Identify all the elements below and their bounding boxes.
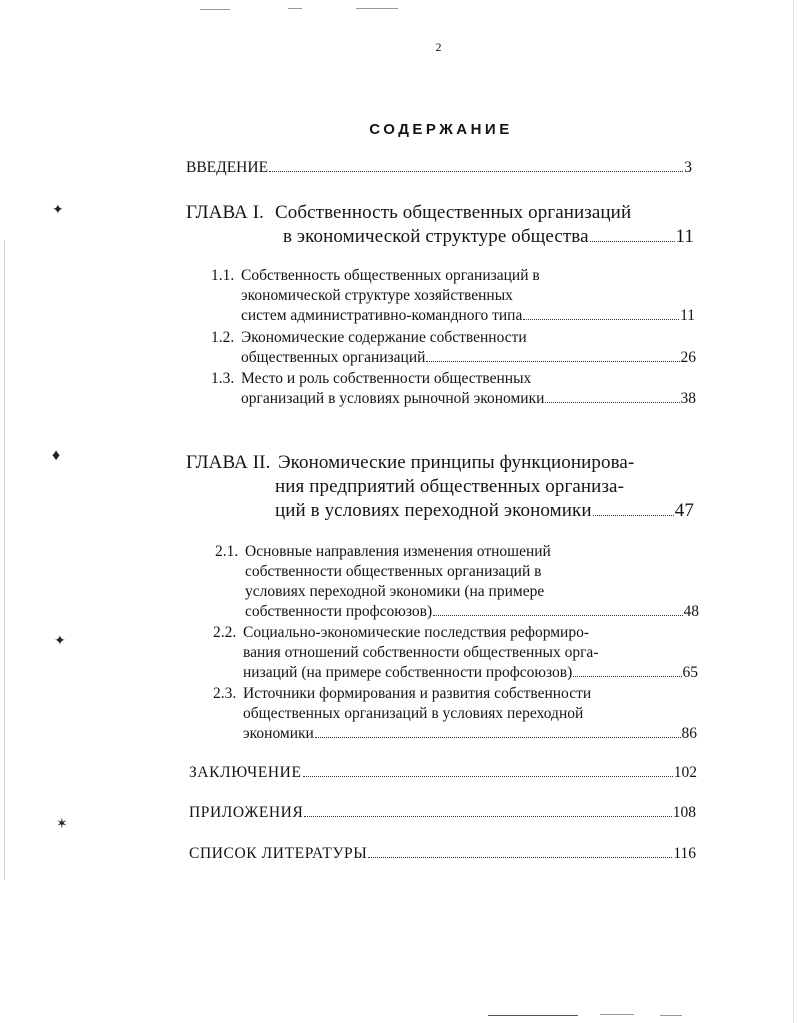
scan-left-edge <box>4 240 5 880</box>
chapter-1-page: 11 <box>675 226 694 247</box>
chapter-1-title-line-1: Собственность общественных организаций <box>275 202 632 223</box>
leader-dots <box>590 241 675 242</box>
scan-artifact-top-2 <box>288 8 302 9</box>
references-page: 116 <box>673 845 696 862</box>
section-2-1-line-2: собственности общественных организаций в <box>245 563 542 580</box>
leader-dots <box>433 615 682 616</box>
toc-entry-section-2-3 <box>213 684 697 744</box>
leader-dots <box>545 402 679 403</box>
section-2-1-line-4: собственности профсоюзов) <box>245 603 433 620</box>
appendices-page: 108 <box>672 804 696 821</box>
leader-dots <box>269 171 683 172</box>
conclusion-label: ЗАКЛЮЧЕНИЕ <box>189 764 302 781</box>
toc-heading: СОДЕРЖАНИЕ <box>369 121 513 138</box>
scan-artifact-top-1 <box>200 9 230 10</box>
leader-dots <box>304 816 671 817</box>
section-1-3-number: 1.3. <box>211 370 235 387</box>
scan-artifact-top-3 <box>356 8 398 9</box>
toc-entry-references <box>189 844 696 864</box>
chapter-1-title-line-2: в экономической структуре общества <box>283 226 589 247</box>
section-2-2-number: 2.2. <box>213 624 237 641</box>
scan-right-edge <box>793 0 794 1023</box>
section-2-1-line-1: Основные направления изменения отношений <box>245 543 551 560</box>
toc-entry-section-2-2 <box>213 623 698 683</box>
section-1-2-number: 1.2. <box>211 329 235 346</box>
section-2-1-number: 2.1. <box>215 543 239 560</box>
section-2-2-line-2: вания отношений собственности общественных орга- <box>243 644 599 661</box>
toc-entry-introduction <box>186 158 692 178</box>
toc-entry-chapter-1 <box>186 201 694 249</box>
introduction-label: ВВЕДЕНИЕ <box>186 159 269 176</box>
section-1-1-number: 1.1. <box>211 267 235 284</box>
binding-hole-mark-1: ✦ <box>52 203 64 218</box>
leader-dots <box>426 361 679 362</box>
chapter-1-label: ГЛАВА I. <box>186 202 264 223</box>
chapter-2-title-line-2: ния предприятий общественных организа- <box>275 476 625 497</box>
toc-entry-chapter-2 <box>186 451 694 523</box>
section-2-2-line-1: Социально-экономические последствия реформиро- <box>243 624 589 641</box>
chapter-2-page: 47 <box>674 500 694 521</box>
leader-dots <box>573 676 681 677</box>
binding-hole-mark-4: ✶ <box>56 817 68 832</box>
references-label: СПИСОК ЛИТЕРАТУРЫ <box>189 845 368 862</box>
conclusion-page: 102 <box>673 764 697 781</box>
scan-artifact-bottom-3 <box>660 1015 682 1016</box>
scan-artifact-bottom-1 <box>488 1015 578 1016</box>
section-1-2-page: 26 <box>680 349 696 366</box>
section-1-1-line-1: Собственность общественных организаций в <box>241 267 540 284</box>
section-2-3-line-1: Источники формирования и развития собственности <box>243 685 592 702</box>
binding-hole-mark-2: ♦ <box>52 447 61 464</box>
introduction-page: 3 <box>684 159 692 176</box>
appendices-label: ПРИЛОЖЕНИЯ <box>189 804 304 821</box>
section-2-2-line-3: низаций (на примере собственности профсоюзов) <box>243 664 573 681</box>
leader-dots <box>303 776 673 777</box>
section-2-1-line-3: условиях переходной экономики (на примере <box>245 583 545 600</box>
section-1-2-line-1: Экономические содержание собственности <box>241 329 527 346</box>
chapter-2-title-line-1: Экономические принципы функционирова- <box>278 452 635 473</box>
leader-dots <box>593 515 674 516</box>
section-2-3-line-2: общественных организаций в условиях переходной <box>243 705 584 722</box>
binding-hole-mark-3: ✦ <box>54 634 66 649</box>
section-1-1-page: 11 <box>680 307 695 324</box>
leader-dots <box>315 737 681 738</box>
scan-artifact-bottom-2 <box>600 1014 634 1015</box>
page-number: 2 <box>435 40 442 54</box>
leader-dots <box>368 857 672 858</box>
toc-entry-conclusion <box>189 763 697 783</box>
section-1-3-line-2: организаций в условиях рыночной экономики <box>241 390 545 407</box>
section-1-1-line-3: систем административно-командного типа <box>241 307 523 324</box>
section-1-1-line-2: экономической структуре хозяйственных <box>241 287 513 304</box>
section-2-1-page: 48 <box>683 603 699 620</box>
section-2-3-number: 2.3. <box>213 685 237 702</box>
section-1-3-page: 38 <box>680 390 696 407</box>
section-1-3-line-1: Место и роль собственности общественных <box>241 370 532 387</box>
section-2-2-page: 65 <box>682 664 698 681</box>
toc-entry-section-1-2 <box>211 328 696 368</box>
section-2-3-page: 86 <box>681 725 697 742</box>
section-1-2-line-2: общественных организаций <box>241 349 426 366</box>
leader-dots <box>523 319 679 320</box>
chapter-2-title-line-3: ций в условиях переходной экономики <box>275 500 592 521</box>
section-2-3-line-3: экономики <box>243 725 314 742</box>
toc-entry-appendices <box>189 803 696 823</box>
chapter-2-label: ГЛАВА II. <box>186 452 271 473</box>
toc-entry-section-1-3 <box>211 369 696 409</box>
toc-entry-section-1-1 <box>211 266 695 326</box>
toc-entry-section-2-1 <box>215 542 699 622</box>
